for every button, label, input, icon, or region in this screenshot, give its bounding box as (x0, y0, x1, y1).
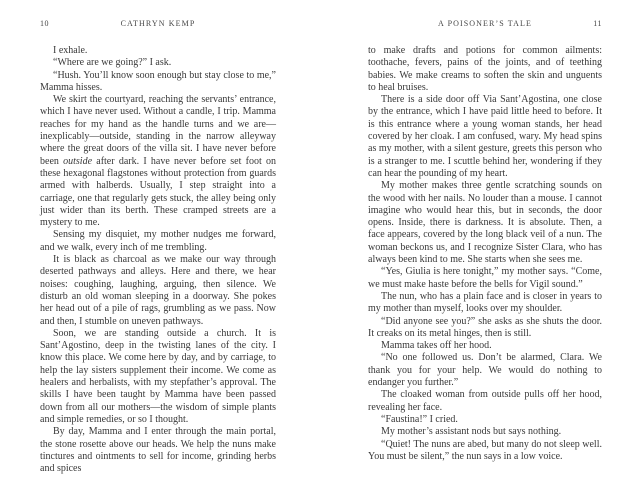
paragraph: My mother makes three gentle scratching sounds on the wood with her nails. No louder than a mouse. I cannot imagine who would hear this, but in seconds, the door opens. Inside, there is darkness. It is absolute. Then, a face appears, covered by the long black veil of a nun. The woman beckons us, and I recognize Sister Clara, who has always been kind to me. She starts when she sees me. (368, 180, 602, 266)
running-head-title: A POISONER’S TALE (438, 19, 532, 28)
paragraph: The nun, who has a plain face and is closer in years to my mother than myself, looks over my shoulder. (368, 290, 602, 315)
page-text-left (40, 45, 276, 475)
book-page-right (320, 0, 640, 480)
paragraph: We skirt the courtyard, reaching the servants’ entrance, which I have never used. Without a candle, I trip. Mamma reaches for my hand as the handle turns and we are—inexplicably—outside, standing in the narrow alleyway where the great doors of the villa sit. I have never before been outside after dark. I have never before set foot on these hexagonal flagstones without protection from guards armed with halberds. Usually, I step straight into a carriage, one that regularly gets stuck, the alley being only just wider than its berth. These cramped streets are a mystery to me. (40, 94, 276, 229)
paragraph: My mother’s assistant nods but says nothing. (381, 426, 562, 438)
paragraph: Mamma takes off her hood. (381, 340, 492, 352)
paragraph: “Where are we going?” I ask. (53, 57, 172, 69)
paragraph: It is black as charcoal as we make our way through deserted pathways and alleys. Here and there, we hear noises: coughing, laughing, arguing, then silence. We disturb an old woman sleeping in a doorway. She pokes her head out of a pile of rags, grumbling as we pass. Now and then, I stumble on uneven pathways. (40, 254, 276, 327)
page-number-left: 10 (40, 19, 49, 28)
paragraph: “Hush. You’ll know soon enough but stay close to me,” Mamma hisses. (40, 69, 276, 93)
running-head-author: CATHRYN KEMP (120, 19, 196, 28)
paragraph: Soon, we are standing outside a church. It is Sant’Agostino, deep in the twisting lanes of the city. I know this place. We come here by day, and by carriage, to help the lay sisters supplement their income. We come as healers and herbalists, with my stepfather’s approval. The skills I have been taught by Mamma have been passed down from all our mothers—the wisdom of simple plants and simple remedies, or so I thought. (40, 327, 276, 425)
paragraph: The cloaked woman from outside pulls off her hood, revealing her face. (368, 389, 602, 413)
paragraph: There is a side door off Via Sant’Agostina, one close by the entrance, which I have paid little heed to before. It is this entrance where a young woman stands, her head covered by her cloak. I am confused, wary. My head spins as my mother, with a silent gesture, greets this person who is a stranger to me. I scuttle behind her, wondering if they can hear the pounding of my heart. (368, 94, 602, 179)
paragraph: “Did anyone see you?” she asks as she shuts the door. It creaks on its metal hinges, then is still. (368, 315, 602, 339)
paragraph: “No one followed us. Don’t be alarmed, Clara. We thank you for your help. We would do nothing to endanger you further.” (368, 352, 602, 389)
paragraph: By day, Mamma and I enter through the main portal, the stone rosette above our heads. We help the nuns make tinctures and ointments to sell for income, grinding herbs and spices (40, 426, 276, 475)
paragraph: to make drafts and potions for common ailments: toothache, fevers, pains of the joints, and of teething babies. We make creams to soften the skin and unguents to heal bruises. (368, 45, 602, 93)
page-header-right (368, 19, 602, 31)
paragraph: I exhale. (53, 45, 88, 56)
paragraph: “Quiet! The nuns are abed, but many do not sleep well. You must be silent,” the nun says in a low voice. (368, 438, 602, 462)
paragraph: “Faustina!” I cried. (381, 413, 458, 425)
page-header-left (40, 19, 276, 31)
paragraph: Sensing my disquiet, my mother nudges me forward, and we walk, every inch of me trembling. (40, 229, 276, 253)
page-number-right: 11 (593, 19, 602, 28)
page-text-right (368, 45, 602, 463)
paragraph: “Yes, Giulia is here tonight,” my mother says. “Come, we must make haste before the bells for Vigil sound.” (368, 266, 602, 290)
